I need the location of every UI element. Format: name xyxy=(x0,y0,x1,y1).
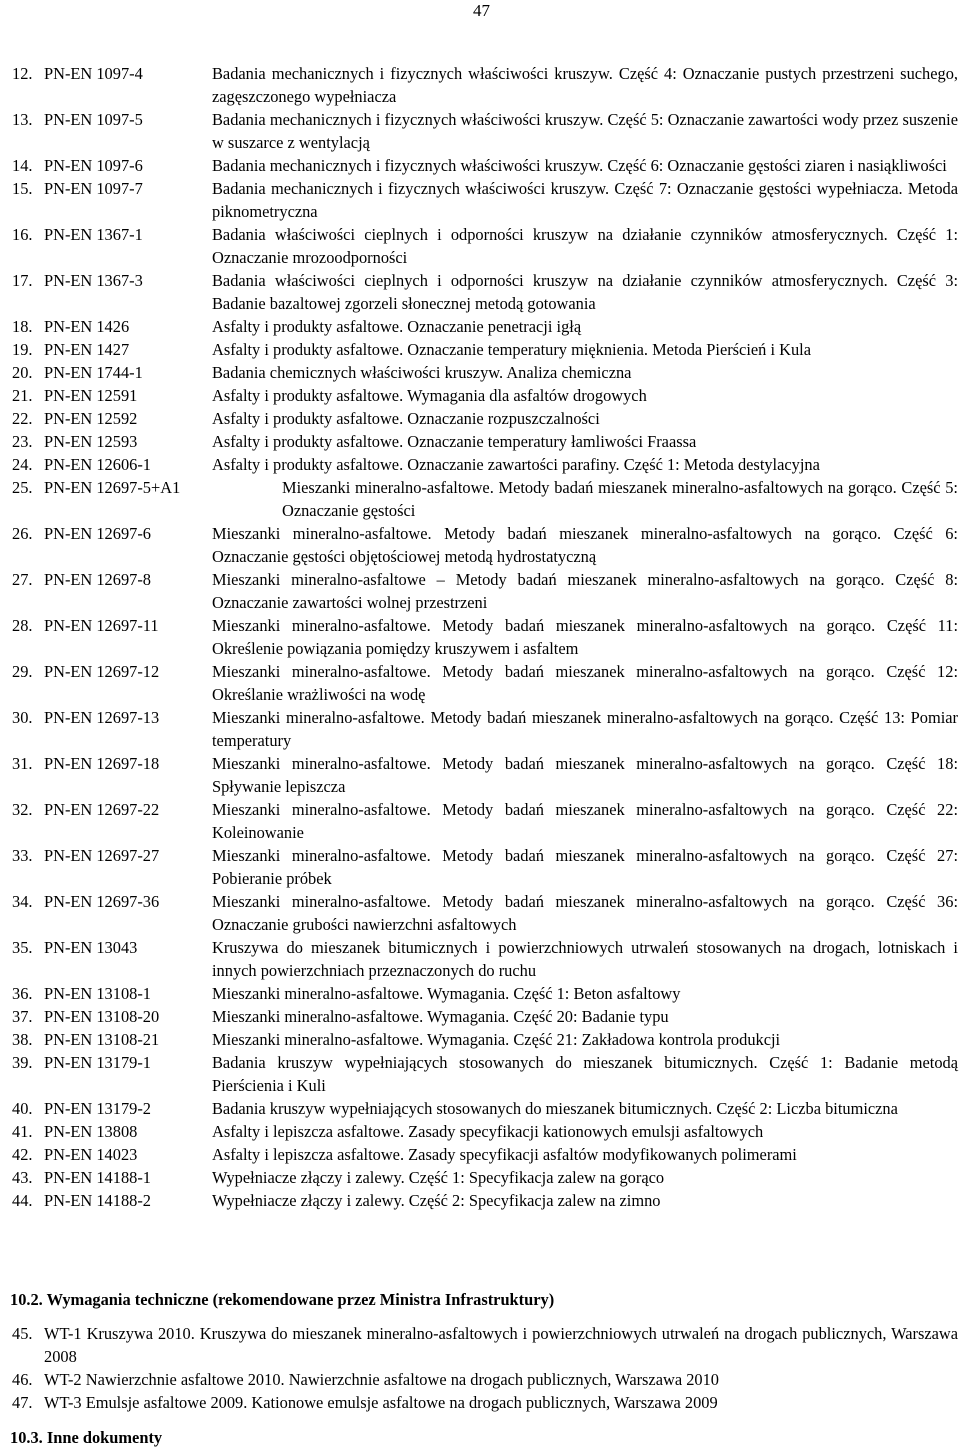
list-item xyxy=(12,315,958,338)
standard-title: Badania właściwości cieplnych i odporności kruszyw na działanie czynników atmosferycznych. Część 1: Oznaczanie mrozoodporności xyxy=(212,225,958,267)
standard-code: PN-EN 1097-7 xyxy=(44,179,143,198)
documents-list xyxy=(12,1322,958,1414)
standard-title: Wypełniacze złączy i zalewy. Część 2: Specyfikacja zalew na zimno xyxy=(212,1191,661,1210)
standard-code: PN-EN 13179-2 xyxy=(44,1099,151,1118)
list-item xyxy=(12,798,958,844)
item-number: 45. xyxy=(12,1324,33,1343)
item-number: 18. xyxy=(12,317,33,336)
standard-title: Mieszanki mineralno-asfaltowe. Metody badań mieszanek mineralno-asfaltowych na gorąco. Część 22: Koleinowanie xyxy=(212,800,958,842)
standard-title: Mieszanki mineralno-asfaltowe. Metody badań mieszanek mineralno-asfaltowych na gorąco. Część 6: Oznaczanie gęstości objętościowej metodą hydrostatyczną xyxy=(212,524,958,566)
standard-code: PN-EN 12697-6 xyxy=(44,524,151,543)
standard-code: PN-EN 14188-1 xyxy=(44,1168,151,1187)
standard-code: PN-EN 14188-2 xyxy=(44,1191,151,1210)
item-number: 46. xyxy=(12,1370,33,1389)
list-item xyxy=(12,223,958,269)
standard-code: PN-EN 1426 xyxy=(44,317,130,336)
item-number: 36. xyxy=(12,984,33,1003)
standard-title: Badania chemicznych właściwości kruszyw. Analiza chemiczna xyxy=(212,363,632,382)
standard-code: PN-EN 1097-5 xyxy=(44,110,143,129)
standard-code: PN-EN 14023 xyxy=(44,1145,138,1164)
standard-title: Badania kruszyw wypełniających stosowanych do mieszanek bitumicznych. Część 1: Badanie metodą Pierścienia i Kuli xyxy=(212,1053,958,1095)
standard-code: PN-EN 1097-6 xyxy=(44,156,143,175)
standard-title: Mieszanki mineralno-asfaltowe. Metody badań mieszanek mineralno-asfaltowych na gorąco. Część 36: Oznaczanie grubości nawierzchni asfaltowych xyxy=(212,892,958,934)
standard-title: Badania mechanicznych i fizycznych właściwości kruszyw. Część 4: Oznaczanie pustych przestrzeni suchego, zagęszczonego wypełniacza xyxy=(212,64,958,106)
list-item xyxy=(12,936,958,982)
item-number: 42. xyxy=(12,1145,33,1164)
item-number: 21. xyxy=(12,386,33,405)
item-number: 40. xyxy=(12,1099,33,1118)
standard-title: Mieszanki mineralno-asfaltowe. Wymagania. Część 1: Beton asfaltowy xyxy=(212,984,681,1003)
standard-code: PN-EN 12697-12 xyxy=(44,662,160,681)
section-heading: 10.2. Wymagania techniczne (rekomendowane przez Ministra Infrastruktury) xyxy=(10,1290,555,1309)
standard-code: PN-EN 13179-1 xyxy=(44,1053,151,1072)
standard-title: Asfalty i produkty asfaltowe. Oznaczanie zawartości parafiny. Część 1: Metoda destylacyjna xyxy=(212,455,820,474)
list-item xyxy=(12,1097,958,1120)
item-number: 41. xyxy=(12,1122,33,1141)
standard-code: PN-EN 13043 xyxy=(44,938,138,957)
standard-title: Asfalty i produkty asfaltowe. Oznaczanie penetracji igłą xyxy=(212,317,582,336)
section-heading: 10.3. Inne dokumenty xyxy=(10,1428,163,1447)
list-item xyxy=(12,1120,958,1143)
list-item xyxy=(12,614,958,660)
list-item xyxy=(12,407,958,430)
item-number: 22. xyxy=(12,409,33,428)
standard-code: PN-EN 13108-21 xyxy=(44,1030,160,1049)
list-item xyxy=(12,1028,958,1051)
standard-code: PN-EN 12606-1 xyxy=(44,455,151,474)
list-item xyxy=(12,522,958,568)
standard-title: Badania mechanicznych i fizycznych właściwości kruszyw. Część 7: Oznaczanie gęstości wypełniacza. Metoda piknometryczna xyxy=(212,179,958,221)
standard-code: PN-EN 12593 xyxy=(44,432,138,451)
standard-title: Mieszanki mineralno-asfaltowe – Metody badań mieszanek mineralno-asfaltowych na gorąco. Część 8: Oznaczanie zawartości wolnej przestrzeni xyxy=(212,570,958,612)
standard-title: Mieszanki mineralno-asfaltowe. Metody badań mieszanek mineralno-asfaltowych na gorąco. Część 11: Określenie powiązania pomiędzy kruszywem i asfaltem xyxy=(212,616,958,658)
list-item xyxy=(12,982,958,1005)
standard-title: Asfalty i produkty asfaltowe. Oznaczanie rozpuszczalności xyxy=(212,409,600,428)
item-number: 35. xyxy=(12,938,33,957)
item-number: 47. xyxy=(12,1393,33,1412)
list-item xyxy=(12,844,958,890)
list-item xyxy=(12,706,958,752)
standard-title: Wypełniacze złączy i zalewy. Część 1: Specyfikacja zalew na gorąco xyxy=(212,1168,665,1187)
standards-list xyxy=(12,62,958,1212)
standard-code: PN-EN 1097-4 xyxy=(44,64,143,83)
list-item xyxy=(12,1143,958,1166)
standard-title: Badania mechanicznych i fizycznych właściwości kruszyw. Część 6: Oznaczanie gęstości ziaren i nasiąkliwości xyxy=(212,156,947,175)
item-number: 28. xyxy=(12,616,33,635)
standard-title: Asfalty i lepiszcza asfaltowe. Zasady specyfikacji kationowych emulsji asfaltowych xyxy=(212,1122,764,1141)
standard-title: Asfalty i lepiszcza asfaltowe. Zasady specyfikacji asfaltów modyfikowanych polimerami xyxy=(212,1145,797,1164)
standard-code: PN-EN 12697-11 xyxy=(44,616,159,635)
standard-title: Badania mechanicznych i fizycznych właściwości kruszyw. Część 5: Oznaczanie zawartości wody przez suszenie w suszarce z wentylacją xyxy=(212,110,958,152)
standard-code: PN-EN 12697-27 xyxy=(44,846,160,865)
standard-code: PN-EN 1427 xyxy=(44,340,130,359)
item-number: 34. xyxy=(12,892,33,911)
standard-code: PN-EN 13108-20 xyxy=(44,1007,160,1026)
standard-code: PN-EN 12591 xyxy=(44,386,138,405)
standard-title: Badania kruszyw wypełniających stosowanych do mieszanek bitumicznych. Część 2: Liczba bitumiczna xyxy=(212,1099,898,1118)
list-item xyxy=(12,453,958,476)
page-number: 47 xyxy=(473,1,490,20)
item-number: 13. xyxy=(12,110,33,129)
standard-title: Mieszanki mineralno-asfaltowe. Metody badań mieszanek mineralno-asfaltowych na gorąco. Część 27: Pobieranie próbek xyxy=(212,846,958,888)
standard-code: PN-EN 1367-3 xyxy=(44,271,143,290)
standard-code: PN-EN 12697-36 xyxy=(44,892,160,911)
list-item xyxy=(12,269,958,315)
list-item xyxy=(12,1005,958,1028)
item-number: 44. xyxy=(12,1191,33,1210)
standard-title: Mieszanki mineralno-asfaltowe. Wymagania. Część 21: Zakładowa kontrola produkcji xyxy=(212,1030,781,1049)
list-item xyxy=(12,1322,958,1368)
list-item xyxy=(12,384,958,407)
list-item xyxy=(12,361,958,384)
list-item xyxy=(12,476,958,522)
item-number: 37. xyxy=(12,1007,33,1026)
standard-code: PN-EN 13808 xyxy=(44,1122,138,1141)
item-number: 17. xyxy=(12,271,33,290)
document-title: WT-2 Nawierzchnie asfaltowe 2010. Nawierzchnie asfaltowe na drogach publicznych, Warszawa 2010 xyxy=(44,1370,719,1389)
list-item xyxy=(12,1166,958,1189)
standard-code: PN-EN 12697-18 xyxy=(44,754,160,773)
standard-title: Mieszanki mineralno-asfaltowe. Wymagania. Część 20: Badanie typu xyxy=(212,1007,669,1026)
standard-title: Mieszanki mineralno-asfaltowe. Metody badań mieszanek mineralno-asfaltowych na gorąco. Część 13: Pomiar temperatury xyxy=(212,708,958,750)
document-title: WT-3 Emulsje asfaltowe 2009. Kationowe emulsje asfaltowe na drogach publicznych, Warszawa 2009 xyxy=(44,1393,718,1412)
standard-title: Mieszanki mineralno-asfaltowe. Metody badań mieszanek mineralno-asfaltowych na gorąco. Część 5: Oznaczanie gęstości xyxy=(282,478,958,520)
item-number: 29. xyxy=(12,662,33,681)
item-number: 33. xyxy=(12,846,33,865)
standard-title: Asfalty i produkty asfaltowe. Oznaczanie temperatury łamliwości Fraassa xyxy=(212,432,697,451)
item-number: 26. xyxy=(12,524,33,543)
item-number: 38. xyxy=(12,1030,33,1049)
item-number: 14. xyxy=(12,156,33,175)
list-item xyxy=(12,752,958,798)
item-number: 24. xyxy=(12,455,33,474)
item-number: 15. xyxy=(12,179,33,198)
list-item xyxy=(12,1368,958,1391)
list-item xyxy=(12,1189,958,1212)
item-number: 12. xyxy=(12,64,33,83)
item-number: 32. xyxy=(12,800,33,819)
standard-code: PN-EN 12697-5+A1 xyxy=(44,478,181,497)
list-item xyxy=(12,108,958,154)
document-title: WT-1 Kruszywa 2010. Kruszywa do mieszanek mineralno-asfaltowych i powierzchniowych utrwaleń na drogach publicznych, Warszawa 2008 xyxy=(44,1324,958,1366)
standard-title: Asfalty i produkty asfaltowe. Oznaczanie temperatury mięknienia. Metoda Pierścień i Kula xyxy=(212,340,811,359)
standard-code: PN-EN 12697-13 xyxy=(44,708,160,727)
list-item xyxy=(12,62,958,108)
standard-code: PN-EN 1744-1 xyxy=(44,363,143,382)
list-item xyxy=(12,660,958,706)
item-number: 16. xyxy=(12,225,33,244)
standard-title: Mieszanki mineralno-asfaltowe. Metody badań mieszanek mineralno-asfaltowych na gorąco. Część 18: Spływanie lepiszcza xyxy=(212,754,958,796)
list-item xyxy=(12,154,958,177)
item-number: 23. xyxy=(12,432,33,451)
standard-code: PN-EN 13108-1 xyxy=(44,984,151,1003)
list-item xyxy=(12,1051,958,1097)
standard-title: Badania właściwości cieplnych i odporności kruszyw na działanie czynników atmosferycznych. Część 3: Badanie bazaltowej zgorzeli słonecznej metodą gotowania xyxy=(212,271,958,313)
standard-code: PN-EN 12697-22 xyxy=(44,800,160,819)
item-number: 20. xyxy=(12,363,33,382)
item-number: 31. xyxy=(12,754,33,773)
standard-code: PN-EN 12592 xyxy=(44,409,138,428)
standard-title: Mieszanki mineralno-asfaltowe. Metody badań mieszanek mineralno-asfaltowych na gorąco. Część 12: Określanie wrażliwości na wodę xyxy=(212,662,958,704)
standard-title: Asfalty i produkty asfaltowe. Wymagania dla asfaltów drogowych xyxy=(212,386,647,405)
standard-code: PN-EN 1367-1 xyxy=(44,225,143,244)
item-number: 25. xyxy=(12,478,33,497)
item-number: 43. xyxy=(12,1168,33,1187)
item-number: 19. xyxy=(12,340,33,359)
list-item xyxy=(12,430,958,453)
item-number: 27. xyxy=(12,570,33,589)
standard-code: PN-EN 12697-8 xyxy=(44,570,151,589)
standard-title: Kruszywa do mieszanek bitumicznych i powierzchniowych utrwaleń stosowanych na drogach, lotniskach i innych powierzchniach przeznaczonych do ruchu xyxy=(212,938,958,980)
item-number: 39. xyxy=(12,1053,33,1072)
list-item xyxy=(12,338,958,361)
list-item xyxy=(12,177,958,223)
list-item xyxy=(12,568,958,614)
item-number: 30. xyxy=(12,708,33,727)
list-item xyxy=(12,890,958,936)
list-item xyxy=(12,1391,958,1414)
